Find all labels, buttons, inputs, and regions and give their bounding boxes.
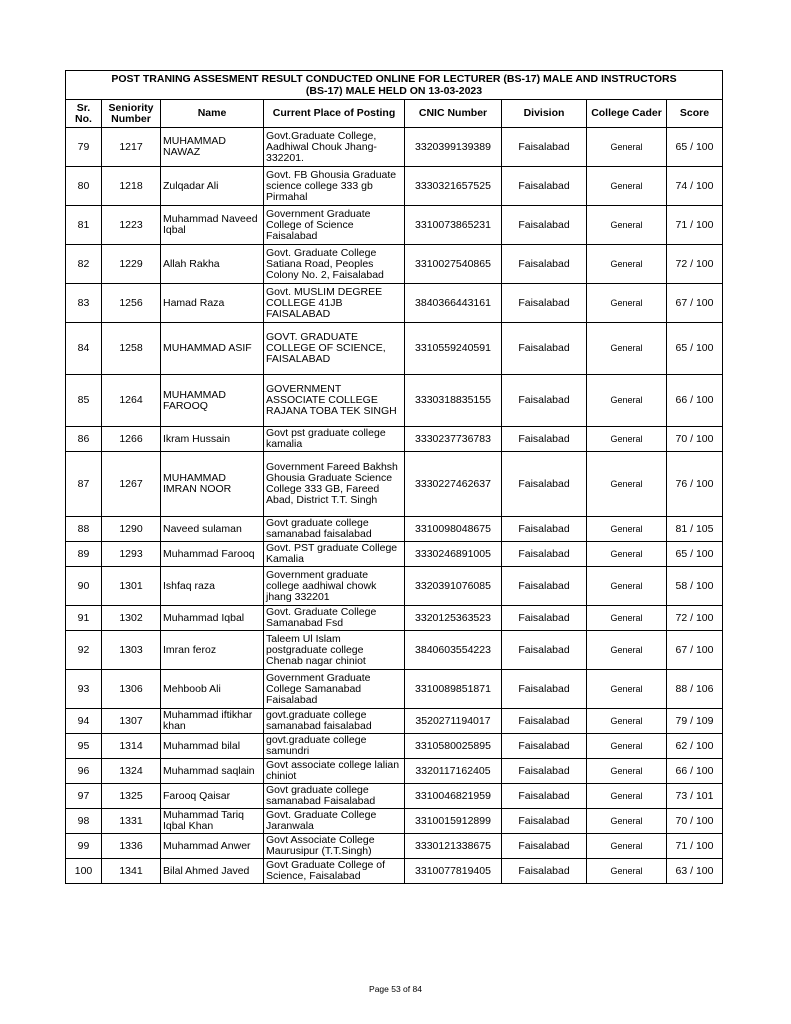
cell-cadre: General — [587, 517, 667, 542]
cell-cnic: 3840603554223 — [405, 631, 502, 670]
table-row — [66, 517, 723, 542]
cell-division: Faisalabad — [502, 567, 587, 606]
header-sr: Sr. No. — [66, 100, 102, 128]
header-name: Name — [161, 100, 264, 128]
cell-posting: Govt Graduate College of Science, Faisalabad — [264, 859, 405, 884]
cell-posting: Govt. Graduate College Jaranwala — [264, 809, 405, 834]
cell-cadre: General — [587, 167, 667, 206]
cell-seniority: 1324 — [102, 759, 161, 784]
cell-score: 70 / 100 — [667, 427, 723, 452]
cell-sr: 89 — [66, 542, 102, 567]
cell-name: MUHAMMAD ASIF — [161, 323, 264, 375]
cell-name: Muhammad Iqbal — [161, 606, 264, 631]
cell-name: Muhammad Farooq — [161, 542, 264, 567]
table-row — [66, 128, 723, 167]
cell-seniority: 1218 — [102, 167, 161, 206]
cell-cnic: 3310089851871 — [405, 670, 502, 709]
table-row — [66, 784, 723, 809]
cell-cadre: General — [587, 631, 667, 670]
cell-score: 58 / 100 — [667, 567, 723, 606]
cell-posting: Govt associate college lalian chiniot — [264, 759, 405, 784]
cell-score: 76 / 100 — [667, 452, 723, 517]
cell-sr: 98 — [66, 809, 102, 834]
cell-division: Faisalabad — [502, 759, 587, 784]
cell-posting: Govt. PST graduate College Kamalia — [264, 542, 405, 567]
cell-division: Faisalabad — [502, 427, 587, 452]
table-body — [66, 128, 723, 884]
cell-posting: govt.graduate college samanabad faisalabad — [264, 709, 405, 734]
header-score: Score — [667, 100, 723, 128]
cell-score: 67 / 100 — [667, 284, 723, 323]
cell-division: Faisalabad — [502, 542, 587, 567]
cell-seniority: 1229 — [102, 245, 161, 284]
cell-name: MUHAMMAD FAROOQ — [161, 375, 264, 427]
cell-sr: 92 — [66, 631, 102, 670]
cell-cnic: 3320125363523 — [405, 606, 502, 631]
cell-sr: 94 — [66, 709, 102, 734]
cell-posting: Government Graduate College of Science Faisalabad — [264, 206, 405, 245]
cell-posting: Govt. MUSLIM DEGREE COLLEGE 41JB FAISALABAD — [264, 284, 405, 323]
cell-sr: 88 — [66, 517, 102, 542]
cell-cadre: General — [587, 670, 667, 709]
cell-seniority: 1258 — [102, 323, 161, 375]
cell-cadre: General — [587, 784, 667, 809]
cell-cnic: 3310015912899 — [405, 809, 502, 834]
cell-name: Bilal Ahmed Javed — [161, 859, 264, 884]
table-row — [66, 809, 723, 834]
cell-name: Muhammad Tariq Iqbal Khan — [161, 809, 264, 834]
cell-division: Faisalabad — [502, 284, 587, 323]
table-row — [66, 834, 723, 859]
cell-sr: 87 — [66, 452, 102, 517]
cell-posting: Govt.Graduate College, Aadhiwal Chouk Jhang-332201. — [264, 128, 405, 167]
cell-seniority: 1306 — [102, 670, 161, 709]
cell-cnic: 3320399139389 — [405, 128, 502, 167]
page-number: Page 53 of 84 — [369, 984, 422, 994]
table-row — [66, 859, 723, 884]
cell-sr: 93 — [66, 670, 102, 709]
cell-score: 67 / 100 — [667, 631, 723, 670]
cell-division: Faisalabad — [502, 323, 587, 375]
cell-name: Hamad Raza — [161, 284, 264, 323]
cell-seniority: 1223 — [102, 206, 161, 245]
cell-score: 79 / 109 — [667, 709, 723, 734]
cell-sr: 84 — [66, 323, 102, 375]
cell-cadre: General — [587, 323, 667, 375]
title-line-2: (BS-17) MALE HELD ON 13-03-2023 — [305, 85, 483, 97]
cell-posting: GOVERNMENT ASSOCIATE COLLEGE RAJANA TOBA TEK SINGH — [264, 375, 405, 427]
cell-name: MUHAMMAD IMRAN NOOR — [161, 452, 264, 517]
table-row — [66, 375, 723, 427]
header-cnic: CNIC Number — [405, 100, 502, 128]
table-row — [66, 206, 723, 245]
cell-cnic: 3330237736783 — [405, 427, 502, 452]
cell-sr: 85 — [66, 375, 102, 427]
cell-cadre: General — [587, 284, 667, 323]
cell-cnic: 3320391076085 — [405, 567, 502, 606]
table-row — [66, 323, 723, 375]
table-row — [66, 709, 723, 734]
cell-name: Allah Rakha — [161, 245, 264, 284]
cell-seniority: 1267 — [102, 452, 161, 517]
cell-division: Faisalabad — [502, 734, 587, 759]
cell-cnic: 3330121338675 — [405, 834, 502, 859]
cell-cnic: 3310098048675 — [405, 517, 502, 542]
cell-score: 72 / 100 — [667, 245, 723, 284]
cell-posting: Govt. FB Ghousia Graduate science college 333 gb Pirmahal — [264, 167, 405, 206]
cell-cnic: 3330318835155 — [405, 375, 502, 427]
title-line-1: POST TRANING ASSESMENT RESULT CONDUCTED ONLINE FOR LECTURER (BS-17) MALE AND INSTRUCTORS — [111, 73, 677, 85]
cell-name: Naveed sulaman — [161, 517, 264, 542]
cell-sr: 91 — [66, 606, 102, 631]
cell-cadre: General — [587, 859, 667, 884]
cell-score: 88 / 106 — [667, 670, 723, 709]
header-row — [66, 100, 723, 128]
cell-seniority: 1301 — [102, 567, 161, 606]
cell-cnic: 3840366443161 — [405, 284, 502, 323]
cell-sr: 99 — [66, 834, 102, 859]
cell-score: 66 / 100 — [667, 759, 723, 784]
cell-division: Faisalabad — [502, 375, 587, 427]
cell-sr: 81 — [66, 206, 102, 245]
cell-name: Muhammad saqlain — [161, 759, 264, 784]
header-division: Division — [502, 100, 587, 128]
cell-cnic: 3310073865231 — [405, 206, 502, 245]
cell-score: 70 / 100 — [667, 809, 723, 834]
cell-sr: 100 — [66, 859, 102, 884]
cell-posting: Government Graduate College Samanabad Faisalabad — [264, 670, 405, 709]
cell-cnic: 3310077819405 — [405, 859, 502, 884]
cell-cnic: 3330246891005 — [405, 542, 502, 567]
cell-seniority: 1336 — [102, 834, 161, 859]
table-row — [66, 567, 723, 606]
table-row — [66, 670, 723, 709]
cell-sr: 83 — [66, 284, 102, 323]
cell-cadre: General — [587, 245, 667, 284]
cell-cnic: 3320117162405 — [405, 759, 502, 784]
cell-posting: Taleem Ul Islam postgraduate college Chenab nagar chiniot — [264, 631, 405, 670]
table-row — [66, 452, 723, 517]
table-row — [66, 542, 723, 567]
cell-posting: Government graduate college aadhiwal chowk jhang 332201 — [264, 567, 405, 606]
cell-posting: Govt graduate college samanabad Faisalabad — [264, 784, 405, 809]
results-table — [65, 70, 723, 884]
table-row — [66, 167, 723, 206]
cell-cnic: 3310580025895 — [405, 734, 502, 759]
cell-cnic: 3310027540865 — [405, 245, 502, 284]
cell-cnic: 3310559240591 — [405, 323, 502, 375]
cell-cadre: General — [587, 542, 667, 567]
cell-score: 73 / 101 — [667, 784, 723, 809]
cell-posting: Govt graduate college samanabad faisalabad — [264, 517, 405, 542]
cell-score: 72 / 100 — [667, 606, 723, 631]
table-row — [66, 759, 723, 784]
cell-seniority: 1293 — [102, 542, 161, 567]
cell-sr: 86 — [66, 427, 102, 452]
cell-cadre: General — [587, 128, 667, 167]
cell-score: 65 / 100 — [667, 542, 723, 567]
cell-score: 74 / 100 — [667, 167, 723, 206]
cell-name: Muhammad Anwer — [161, 834, 264, 859]
cell-name: Zulqadar Ali — [161, 167, 264, 206]
table-title — [66, 71, 723, 100]
header-cadre: College Cader — [587, 100, 667, 128]
cell-sr: 90 — [66, 567, 102, 606]
cell-division: Faisalabad — [502, 517, 587, 542]
cell-posting: Govt Associate College Maurusipur (T.T.Singh) — [264, 834, 405, 859]
cell-posting: Govt. Graduate College Satiana Road, Peoples Colony No. 2, Faisalabad — [264, 245, 405, 284]
cell-name: Ikram Hussain — [161, 427, 264, 452]
cell-name: Muhammad iftikhar khan — [161, 709, 264, 734]
table-row — [66, 606, 723, 631]
cell-division: Faisalabad — [502, 606, 587, 631]
cell-cadre: General — [587, 759, 667, 784]
cell-posting: Govt. Graduate College Samanabad Fsd — [264, 606, 405, 631]
cell-seniority: 1341 — [102, 859, 161, 884]
cell-name: Farooq Qaisar — [161, 784, 264, 809]
cell-cadre: General — [587, 606, 667, 631]
cell-score: 81 / 105 — [667, 517, 723, 542]
cell-division: Faisalabad — [502, 631, 587, 670]
title-row — [66, 71, 723, 100]
cell-posting: govt.graduate college samundri — [264, 734, 405, 759]
cell-cnic: 3310046821959 — [405, 784, 502, 809]
cell-cadre: General — [587, 427, 667, 452]
cell-division: Faisalabad — [502, 709, 587, 734]
cell-score: 62 / 100 — [667, 734, 723, 759]
cell-cnic: 3330227462637 — [405, 452, 502, 517]
table-row — [66, 734, 723, 759]
cell-seniority: 1290 — [102, 517, 161, 542]
cell-seniority: 1314 — [102, 734, 161, 759]
cell-sr: 95 — [66, 734, 102, 759]
cell-cnic: 3520271194017 — [405, 709, 502, 734]
cell-division: Faisalabad — [502, 206, 587, 245]
cell-posting: Government Fareed Bakhsh Ghousia Graduate Science College 333 GB, Fareed Abad, District T.T. Singh — [264, 452, 405, 517]
cell-sr: 97 — [66, 784, 102, 809]
table-row — [66, 427, 723, 452]
cell-seniority: 1325 — [102, 784, 161, 809]
cell-score: 71 / 100 — [667, 206, 723, 245]
cell-division: Faisalabad — [502, 452, 587, 517]
cell-seniority: 1264 — [102, 375, 161, 427]
cell-division: Faisalabad — [502, 128, 587, 167]
cell-name: MUHAMMAD NAWAZ — [161, 128, 264, 167]
cell-posting: Govt pst graduate college kamalia — [264, 427, 405, 452]
cell-sr: 80 — [66, 167, 102, 206]
cell-division: Faisalabad — [502, 809, 587, 834]
cell-name: Mehboob Ali — [161, 670, 264, 709]
cell-name: Imran feroz — [161, 631, 264, 670]
cell-division: Faisalabad — [502, 670, 587, 709]
cell-seniority: 1217 — [102, 128, 161, 167]
cell-seniority: 1266 — [102, 427, 161, 452]
cell-seniority: 1256 — [102, 284, 161, 323]
cell-division: Faisalabad — [502, 784, 587, 809]
cell-division: Faisalabad — [502, 859, 587, 884]
cell-division: Faisalabad — [502, 834, 587, 859]
cell-sr: 82 — [66, 245, 102, 284]
table-row — [66, 631, 723, 670]
cell-score: 65 / 100 — [667, 128, 723, 167]
cell-sr: 79 — [66, 128, 102, 167]
cell-cadre: General — [587, 375, 667, 427]
cell-division: Faisalabad — [502, 245, 587, 284]
table-row — [66, 284, 723, 323]
cell-cadre: General — [587, 709, 667, 734]
header-posting: Current Place of Posting — [264, 100, 405, 128]
cell-cadre: General — [587, 834, 667, 859]
header-seniority: Seniority Number — [102, 100, 161, 128]
cell-cadre: General — [587, 809, 667, 834]
cell-cadre: General — [587, 452, 667, 517]
cell-name: Muhammad bilal — [161, 734, 264, 759]
cell-sr: 96 — [66, 759, 102, 784]
cell-cadre: General — [587, 734, 667, 759]
cell-score: 66 / 100 — [667, 375, 723, 427]
cell-posting: GOVT. GRADUATE COLLEGE OF SCIENCE, FAISALABAD — [264, 323, 405, 375]
cell-seniority: 1307 — [102, 709, 161, 734]
cell-cadre: General — [587, 567, 667, 606]
cell-seniority: 1303 — [102, 631, 161, 670]
cell-seniority: 1331 — [102, 809, 161, 834]
table-row — [66, 245, 723, 284]
cell-score: 65 / 100 — [667, 323, 723, 375]
cell-division: Faisalabad — [502, 167, 587, 206]
cell-name: Muhammad Naveed Iqbal — [161, 206, 264, 245]
cell-score: 63 / 100 — [667, 859, 723, 884]
cell-cadre: General — [587, 206, 667, 245]
cell-name: Ishfaq raza — [161, 567, 264, 606]
cell-seniority: 1302 — [102, 606, 161, 631]
cell-cnic: 3330321657525 — [405, 167, 502, 206]
cell-score: 71 / 100 — [667, 834, 723, 859]
